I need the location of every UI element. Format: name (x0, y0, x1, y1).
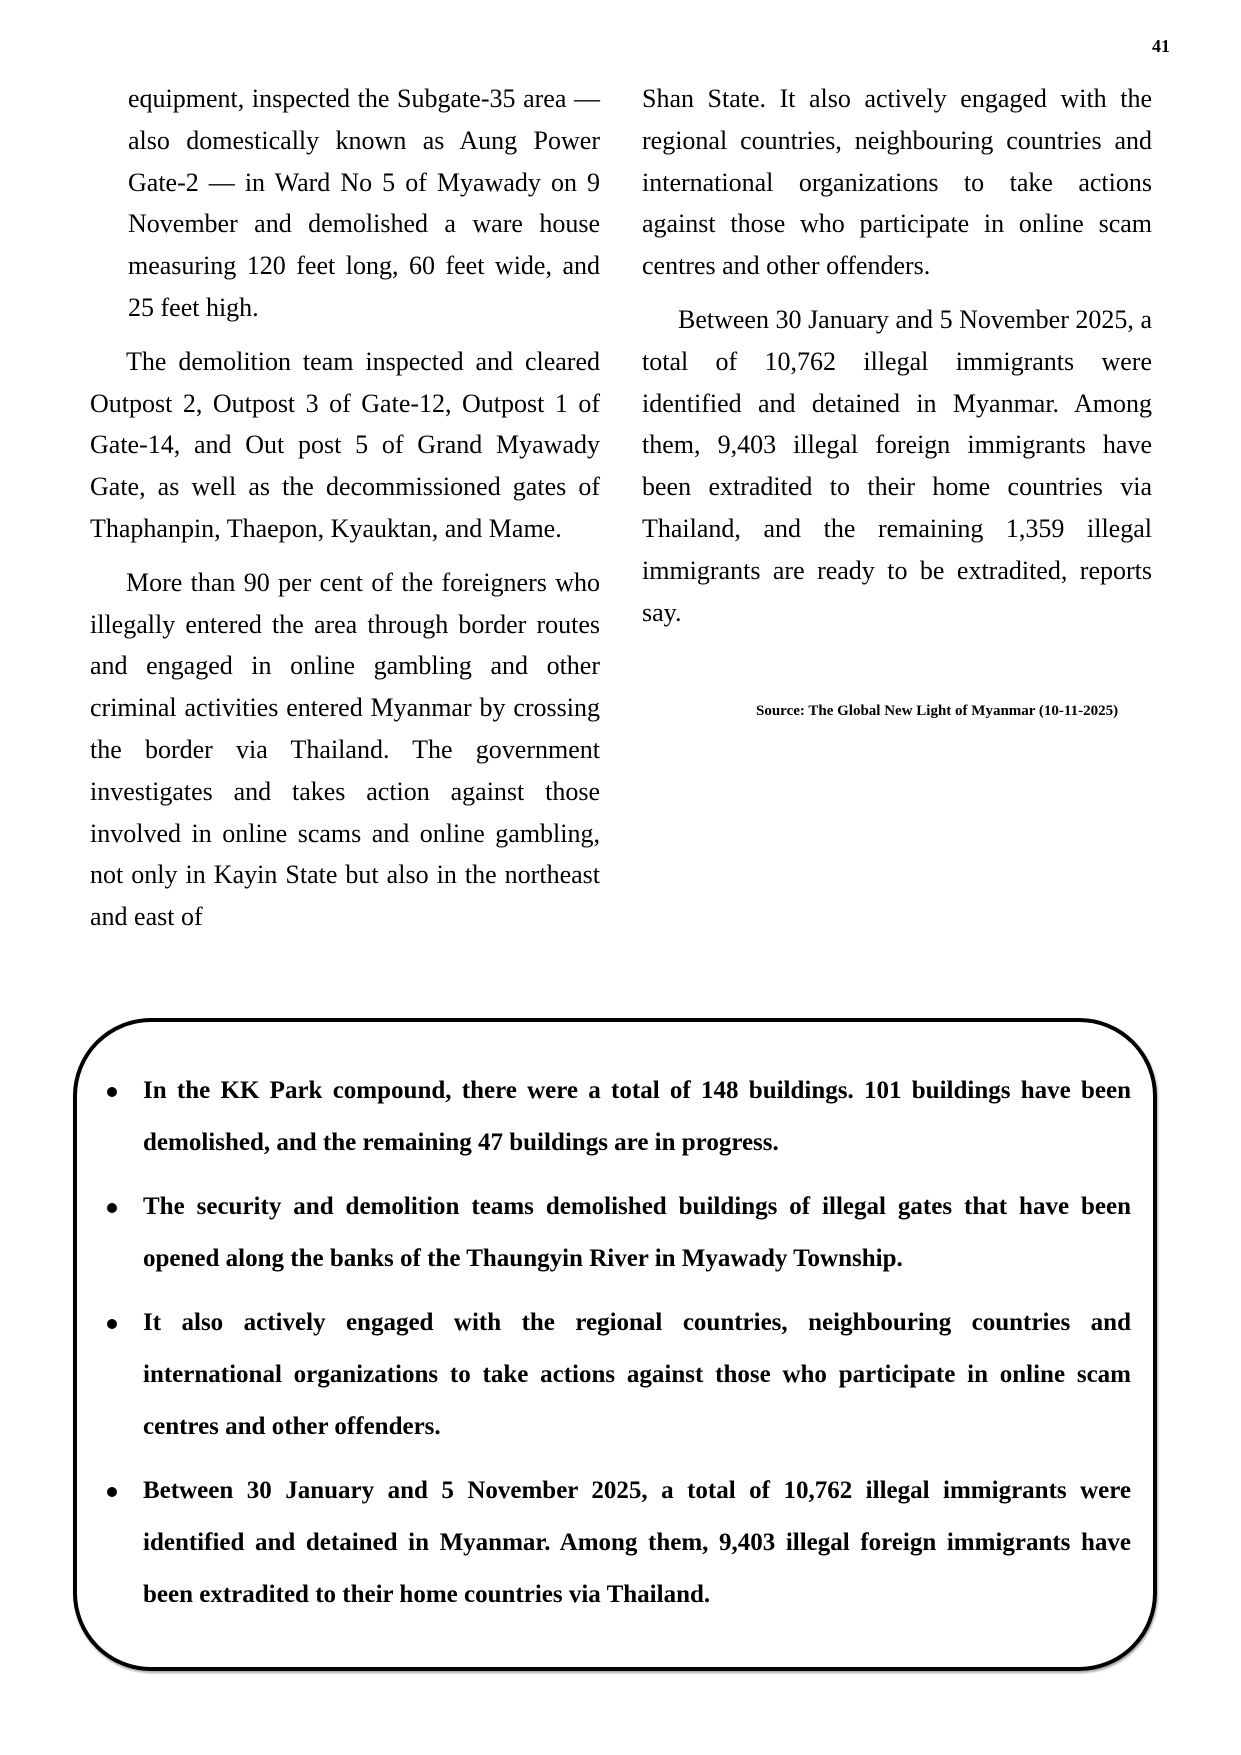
article-paragraph: equipment, inspected the Subgate-35 area — also domestically known as Aung Power Gate-2 — in Ward No 5 of Myawady on 9 November and demolished a ware house measuring 120 feet long, 60 feet wide, and 25 feet high. (128, 84, 600, 322)
article-right-column (642, 78, 1152, 645)
bullet-icon (107, 1487, 117, 1497)
summary-item-text: The security and demolition teams demolished buildings of illegal gates that have been opened along the banks of the Thaungyin River in Myawady Township. (143, 1193, 1131, 1272)
article-left-column (90, 78, 600, 950)
summary-item (101, 1065, 1131, 1169)
article-paragraph: More than 90 per cent of the foreigners who illegally entered the area through border routes and engaged in online gambling and other criminal activities entered Myanmar by crossing the border via Thailand. The government investigates and takes action against those involved in online scams and online gambling, not only in Kayin State but also in the northeast and east of (90, 567, 600, 932)
article-paragraph: Between 30 January and 5 November 2025, a total of 10,762 illegal immigrants were identified and detained in Myanmar. Among them, 9,403 illegal foreign immigrants have been extradited to their home countries via Thailand, and the remaining 1,359 illegal immigrants are ready to be extradited, reports say. (642, 304, 1152, 627)
page-number: 41 (1152, 36, 1170, 56)
summary-item-text: In the KK Park compound, there were a total of 148 buildings. 101 buildings have been demolished, and the remaining 47 buildings are in progress. (143, 1077, 1131, 1156)
summary-item-text: It also actively engaged with the regional countries, neighbouring countries and international organizations to take actions against those who participate in online scam centres and other offenders. (143, 1309, 1131, 1440)
summary-item (101, 1465, 1131, 1621)
bullet-icon (107, 1203, 117, 1213)
summary-item-text: Between 30 January and 5 November 2025, a total of 10,762 illegal immigrants were identified and detained in Myanmar. Among them, 9,403 illegal foreign immigrants have been extradited to their home countries via Thailand. (143, 1477, 1131, 1608)
summary-item (101, 1297, 1131, 1453)
article-paragraph: Shan State. It also actively engaged with the regional countries, neighbouring countries and international organizations to take actions against those who participate in online scam centres and other offenders. (642, 84, 1152, 281)
summary-item (101, 1181, 1131, 1285)
summary-list (101, 1065, 1131, 1633)
article-paragraph: The demolition team inspected and cleared Outpost 2, Outpost 3 of Gate-12, Outpost 1 of Gate-14, and Out post 5 of Grand Myawady Gate, as well as the decommissioned gates of Thaphanpin, Thaepon, Kyauktan, and Mame. (90, 346, 600, 543)
source-citation: Source: The Global New Light of Myanmar (10-11-2025) (756, 703, 1119, 719)
bullet-icon (107, 1087, 117, 1097)
bullet-icon (107, 1319, 117, 1329)
